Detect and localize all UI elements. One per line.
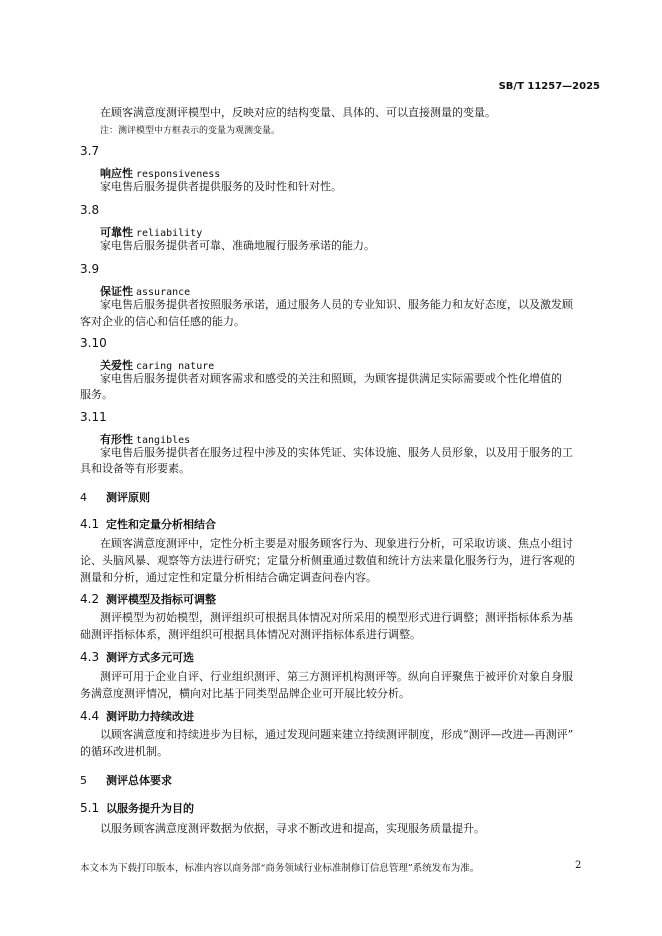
paragraph-line: 在顾客满意度测评中，定性分析主要是对服务顾客行为、现象进行分析，可采取访谈、焦点小组讨 [100,537,573,550]
subsection-title: 测评助力持续改进 [106,710,194,723]
subsection-heading [80,591,216,607]
term-en: caring nature [136,361,215,372]
standard-number: SB/T 11257—2025 [498,81,600,92]
term-definition: 客对企业的信心和信任感的能力。 [80,315,245,328]
paragraph-line: 论、头脑风暴、观察等方法进行研究；定量分析侧重通过数值和统计方法来量化服务行为，进行客观的 [80,554,575,567]
term-en: responsiveness [136,169,221,180]
subsection-title: 测评模型及指标可调整 [106,593,216,606]
section-number: 4 [80,491,87,504]
term-en: assurance [136,287,191,298]
section-heading [80,489,150,505]
subsection-title: 定性和定量分析相结合 [106,518,216,531]
paragraph-line: 在顾客满意度测评模型中，反映对应的结构变量、具体的、可以直接测量的变量。 [100,106,496,119]
paragraph-line: 以服务顾客满意度测评数据为依据，寻求不断改进和提高，实现服务质量提升。 [100,822,485,835]
paragraph-line: 测评模型为初始模型，测评组织可根据具体情况对所采用的模型形式进行调整；测评指标体系为基 [100,611,573,624]
term-zh: 可靠性 [100,226,133,239]
paragraph-line: 以顾客满意度和持续进步为目标，通过发现问题来建立持续测评制度，形成“测评—改进—再测评” [100,728,574,741]
subsection-heading [80,649,194,665]
clause-number: 3.9 [80,262,100,276]
clause-number: 3.7 [80,144,100,158]
note: 注：测评模型中方框表示的变量为观测变量。 [100,126,281,136]
clause-number: 3.10 [80,336,107,350]
footer-note: 本文本为下载打印版本，标准内容以商务部“商务领域行业标准制修订信息管理”系统发布为准。 [80,863,480,874]
term-zh: 响应性 [100,167,133,180]
term-definition: 服务。 [80,388,113,401]
paragraph-line: 的循环改进机制。 [80,745,168,758]
clause-number: 3.8 [80,203,100,217]
term-en: reliability [136,228,203,239]
subsection-title: 测评方式多元可选 [106,651,194,664]
term-definition: 家电售后服务提供者提供服务的及时性和针对性。 [100,180,342,193]
paragraph-line: 测评可用于企业自评、行业组织测评、第三方测评机构测评等。纵向自评聚焦于被评价对象自身服 [100,670,573,683]
term-definition: 家电售后服务提供者按照服务承诺，通过服务人员的专业知识、服务能力和友好态度，以及激发顾 [100,298,573,311]
subsection-number: 4.2 [80,592,100,606]
term-definition: 家电售后服务提供者可靠、准确地履行服务承诺的能力。 [100,239,375,252]
paragraph-line: 础测评指标体系，测评组织可根据具体情况对测评指标体系进行调整。 [80,628,421,641]
subsection-heading [80,708,194,724]
section-title: 测评原则 [106,491,150,504]
term-zh: 保证性 [100,285,133,298]
term-en: tangibles [136,435,191,446]
paragraph-line: 务满意度测评情况，横向对比基于同类型品牌企业可开展比较分析。 [80,687,410,700]
page-number: 2 [575,860,582,871]
term-zh: 有形性 [100,433,133,446]
subsection-heading [80,800,194,816]
subsection-number: 4.3 [80,650,100,664]
term-definition: 具和设备等有形要素。 [80,462,190,475]
section-number: 5 [80,774,87,787]
subsection-number: 4.1 [80,517,100,531]
clause-number: 3.11 [80,410,107,424]
section-title: 测评总体要求 [106,774,172,787]
term-definition: 家电售后服务提供者在服务过程中涉及的实体凭证、实体设施、服务人员形象，以及用于服务的工 [100,446,573,459]
subsection-number: 4.4 [80,709,100,723]
section-heading [80,772,172,788]
subsection-number: 5.1 [80,801,100,815]
term-definition: 家电售后服务提供者对顾客需求和感受的关注和照顾，为顾客提供满足实际需要或个性化增值的 [100,372,562,385]
subsection-title: 以服务提升为目的 [106,802,194,815]
subsection-heading [80,516,216,532]
term-zh: 关爱性 [100,359,133,372]
paragraph-line: 测量和分析，通过定性和定量分析相结合确定调查问卷内容。 [80,571,377,584]
